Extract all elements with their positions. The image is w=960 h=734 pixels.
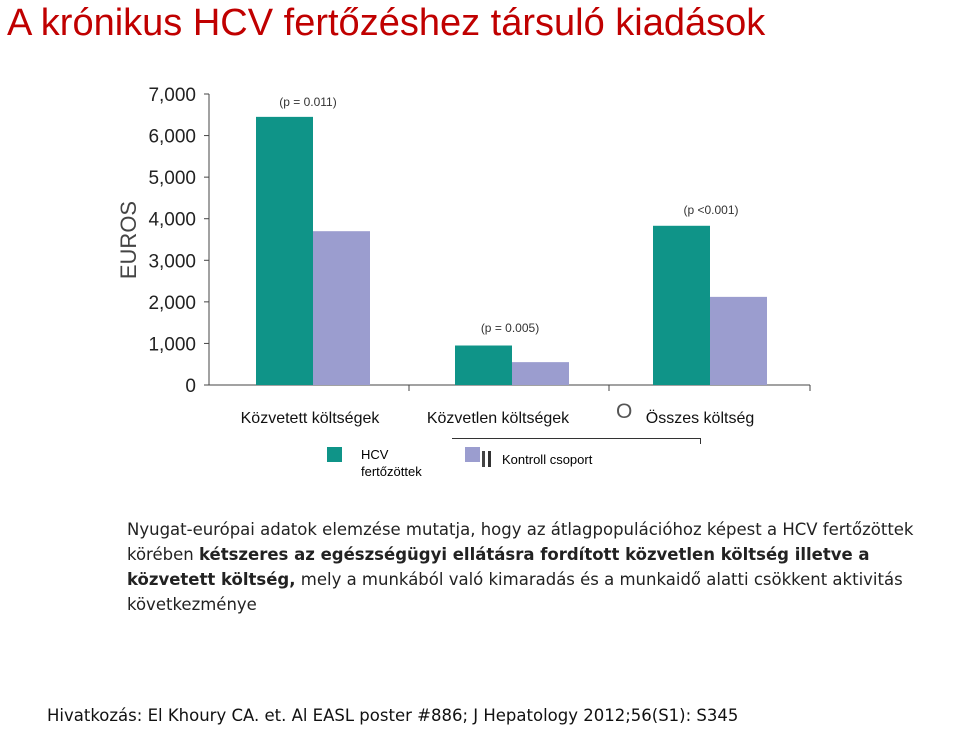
legend-bracket: [488, 451, 491, 467]
chart-bars: [256, 117, 767, 385]
summary-part1: Nyugat-európai adatok elemzése mutatja, hogy az átlagpopulációhoz képest a HCV fertőzöttek körében: [127, 520, 914, 564]
slide-title: A krónikus HCV fertőzéshez társuló kiadások: [7, 2, 766, 44]
legend-tick: [482, 451, 485, 467]
legend-label-hcv-line1: HCV: [361, 447, 389, 462]
x-category-label: Közvetett költségek: [240, 410, 380, 427]
y-tick-label: 4,000: [148, 209, 196, 231]
y-tick-label: 6,000: [148, 126, 196, 148]
legend-top-rule: [452, 438, 700, 439]
reference-citation: Hivatkozás: El Khoury CA. et. Al EASL poster #886; J Hepatology 2012;56(S1): S345: [47, 706, 739, 725]
bar-hcv: [653, 226, 710, 385]
x-category-label: Közvetlen költségek: [426, 410, 570, 427]
stray-glyph: O: [616, 400, 633, 423]
bar-hcv: [256, 117, 313, 385]
p-value-annotation: (p = 0.011): [279, 95, 337, 109]
y-tick-label: 1,000: [148, 334, 196, 356]
y-tick-label: 5,000: [148, 168, 196, 190]
y-tick-label: 7,000: [148, 85, 196, 106]
legend-swatch-control: [465, 447, 480, 462]
legend-label-hcv-line2: fertőzöttek: [361, 464, 422, 479]
legend-label-control: Kontroll csoport: [502, 452, 593, 467]
bar-control: [512, 362, 569, 385]
p-value-annotation: (p <0.001): [683, 203, 739, 217]
summary-part2: mely a munkából való kimaradás és a munkaidő alatti csökkent aktivitás következménye: [127, 570, 903, 614]
bar-control: [313, 231, 370, 385]
x-category-label: Összes költség: [645, 410, 755, 427]
summary-text: [127, 517, 927, 617]
legend-swatch-hcv: [327, 447, 342, 462]
y-tick-label: 3,000: [148, 251, 196, 273]
bar-hcv: [455, 346, 512, 385]
legend-label-hcv: [361, 446, 422, 480]
y-tick-label: 2,000: [148, 292, 196, 314]
legend-rule-end: [700, 438, 701, 444]
bar-control: [710, 297, 767, 385]
p-value-annotation: (p = 0.005): [480, 321, 540, 335]
summary-bold: kétszeres az egészségügyi ellátásra fordított közvetlen költség illetve a közvetett költség,: [127, 545, 870, 589]
y-axis-title: EUROS: [116, 200, 141, 280]
y-tick-label: 0: [185, 376, 196, 397]
